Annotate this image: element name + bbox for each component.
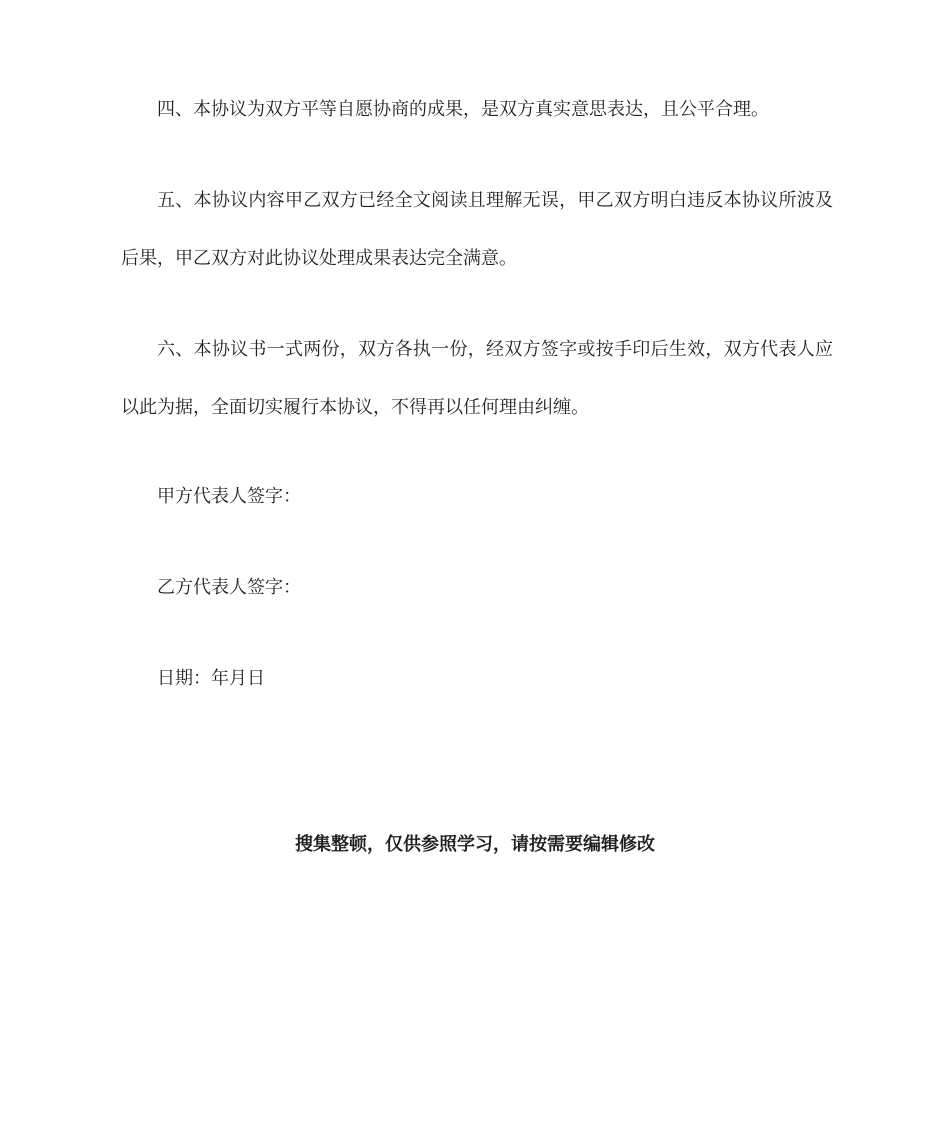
party-a-signature-label: 甲方代表人签字： (157, 486, 301, 507)
date-line: 日期：年月日 (157, 668, 265, 689)
footer-note: 搜集整顿，仅供参照学习，请按需要编辑修改 (295, 834, 655, 855)
party-b-signature-label: 乙方代表人签字： (157, 577, 301, 598)
clause-six: 六、本协议书一式两份，双方各执一份，经双方签字或按手印后生效，双方代表人应以此为据，全面切实履行本协议，不得再以任何理由纠缠。 (121, 339, 833, 418)
clause-five: 五、本协议内容甲乙双方已经全文阅读且理解无误，甲乙双方明白违反本协议所波及后果，甲乙双方对此协议处理成果表达完全满意。 (121, 190, 833, 269)
clause-four: 四、本协议为双方平等自愿协商的成果，是双方真实意思表达，且公平合理。 (157, 99, 769, 120)
